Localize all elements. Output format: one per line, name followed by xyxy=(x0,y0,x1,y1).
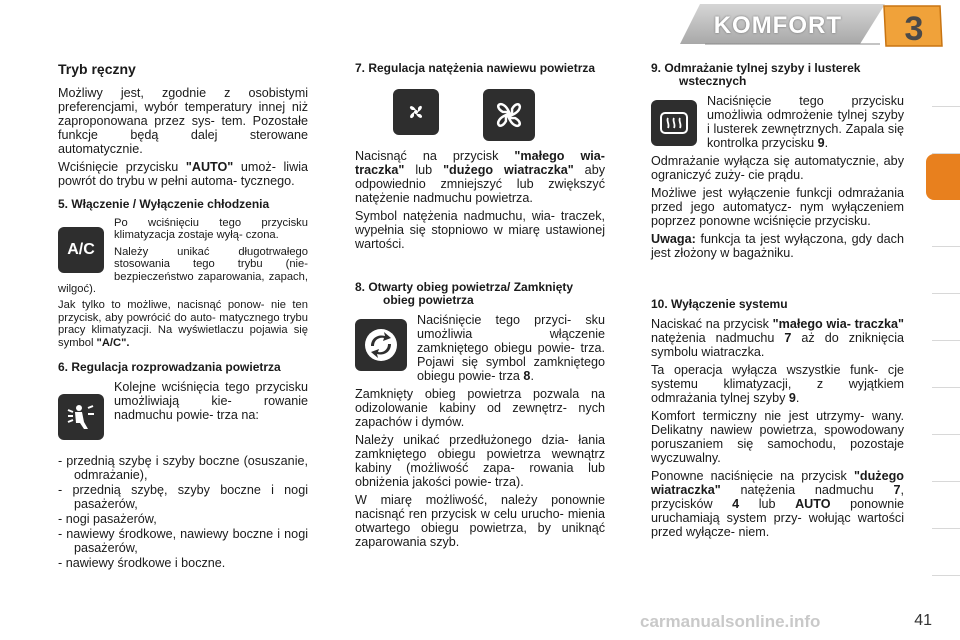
paragraph: Zamknięty obieg powietrza pozwala na odizolowanie kabiny od zewnętrz- nych zapachów i dymów. xyxy=(355,387,605,429)
column-1 xyxy=(58,62,308,571)
chapter-tab[interactable] xyxy=(932,107,960,154)
list-item: - przednią szybę, szyby boczne i nogi pasażerów, xyxy=(58,483,308,512)
list-item: - nawiewy środkowe i boczne. xyxy=(58,556,226,571)
chapter-tab[interactable] xyxy=(932,529,960,576)
rear-defrost-icon xyxy=(651,100,697,146)
paragraph: Nacisnąć na przycisk "małego wia- traczka" lub "dużego wiatraczka" aby odpowiednio zmniejszyć lub zwiększyć natężenie nadmuchu powietrza. xyxy=(355,149,605,205)
paragraph: Ta operacja wyłącza wszystkie funk- cje systemu klimatyzacji, z wyjątkiem odmrażania tylnej szyby 9. xyxy=(651,363,904,405)
chapter-tabs xyxy=(926,60,960,576)
chapter-tab[interactable] xyxy=(932,482,960,529)
section-title-6: 6. Regulacja rozprowadzania powietrza xyxy=(58,360,281,375)
paragraph: Po wciśnięciu tego przycisku klimatyzacja zostaje wyłą- czona. xyxy=(114,217,308,242)
paragraph: Jak tylko to możliwe, nacisnąć ponow- nie ten przycisk, aby powrócić do auto- matycznego trybu pracy klimatyzacji. Na wyświetlaczu pojawia się symbol "A/C". xyxy=(58,299,308,349)
chapter-tab[interactable] xyxy=(932,247,960,294)
list-item: - nawiewy środkowe, nawiewy boczne i nogi pasażerów, xyxy=(58,527,308,556)
paragraph: Uwaga: funkcja ta jest wyłączona, gdy dach jest złożony w bagażniku. xyxy=(651,232,904,260)
paragraph: Symbol natężenia nadmuchu, wia- traczek, wypełnia się stopniowo w miarę ustawionej wartości. xyxy=(355,209,605,251)
section-title-8: 8. Otwarty obieg powietrza/ Zamknięty obieg powietrza xyxy=(355,280,574,307)
section-title-10: 10. Wyłączenie systemu xyxy=(651,297,788,311)
chapter-number: 3 xyxy=(904,10,924,48)
section-title-9: 9. Odmrażanie tylnej szyby i lusterek wstecznych xyxy=(651,61,861,88)
small-fan-icon xyxy=(393,89,439,135)
paragraph: Naciśnięcie tego przycisku umożliwia odmrożenie tylnej szyby i lusterek zewnętrznych. Zapala się kontrolka przycisku 9. xyxy=(707,94,904,150)
list-item: - nogi pasażerów, xyxy=(58,512,157,527)
section-title-manual-mode: Tryb ręczny xyxy=(58,61,136,77)
watermark: carmanualsonline.info xyxy=(640,612,821,631)
chapter-tab[interactable] xyxy=(932,60,960,107)
chapter-tab[interactable] xyxy=(932,341,960,388)
chapter-tab[interactable] xyxy=(932,388,960,435)
paragraph: Należy unikać długotrwałego stosowania tego trybu (nie- bezpieczeństwo zaparowania, zapach, wilgoć). xyxy=(58,245,308,296)
chapter-tab[interactable] xyxy=(932,435,960,482)
paragraph: Należy unikać przedłużonego dzia- łania zamkniętego obiegu powietrza wewnątrz kabiny (możliwość zapa- rowania lub obniżenia jakości powie- trza). xyxy=(355,433,605,489)
paragraph: Komfort termiczny nie jest utrzymy- wany. Delikatny nawiew powietrza, spowodowany poruszaniem się samochodu, pozostaje wyczuwalny. xyxy=(651,409,904,465)
page-title: KOMFORT xyxy=(713,12,842,39)
paragraph: Naciśnięcie tego przyci- sku umożliwia włączenie zamkniętego obiegu powie- trza. Pojawi się symbol zamkniętego obiegu powie- trza 8. xyxy=(417,313,605,383)
ac-button-icon: A/C xyxy=(58,227,104,273)
large-fan-icon xyxy=(483,89,535,141)
paragraph: Ponowne naciśnięcie na przycisk "dużego wiatraczka" natężenia nadmuchu 7, przycisków 4 lub AUTO ponownie uruchamiają system przy- wołując wartości przed wyłącze- niem. xyxy=(651,469,905,539)
section-title-5: 5. Włączenie / Wyłączenie chłodzenia xyxy=(58,197,270,211)
paragraph: Wciśnięcie przycisku "AUTO" umoż- liwia powrót do trybu w pełni automa- tycznego. xyxy=(58,160,308,188)
section-title-7: 7. Regulacja natężenia nawiewu powietrza xyxy=(355,61,596,75)
list-item: - przednią szybę i szyby boczne (osuszanie, odmrażanie), xyxy=(58,454,308,483)
page-number: 41 xyxy=(914,612,932,629)
column-3 xyxy=(651,62,904,543)
paragraph: Możliwe jest wyłączenie funkcji odmrażania przed jego automatycz- nym wyłączeniem poprzez ponowne wciśnięcie przycisku. xyxy=(651,186,904,228)
air-distribution-icon xyxy=(58,394,104,440)
paragraph: W miarę możliwość, należy ponownie nacisnąć ren przycisk w celu urucho- mienia otwartego obiegu powietrza, by uniknąć zaparowania szyb. xyxy=(355,493,605,549)
paragraph: Odmrażanie wyłącza się automatycznie, aby ograniczyć zuży- cie prądu. xyxy=(651,154,904,182)
column-2 xyxy=(355,62,605,553)
paragraph: Naciskać na przycisk "małego wia- traczka" natężenia nadmuchu 7 aż do zniknięcia symbolu wiatraczka. xyxy=(651,317,904,359)
recirculation-icon xyxy=(355,319,407,371)
paragraph: Kolejne wciśnięcia tego przycisku umożliwiają kie- rowanie nadmuchu powie- trza na: xyxy=(114,380,308,423)
paragraph: Możliwy jest, zgodnie z osobistymi preferencjami, wybór temperatury innej niż zaproponowana przez sys- tem. Pozostałe funkcje będą dalej sterowane automatycznie. xyxy=(58,86,308,156)
air-direction-list xyxy=(58,454,308,570)
chapter-tab[interactable] xyxy=(932,200,960,247)
chapter-tab-active[interactable] xyxy=(926,154,960,200)
chapter-tab[interactable] xyxy=(932,294,960,341)
